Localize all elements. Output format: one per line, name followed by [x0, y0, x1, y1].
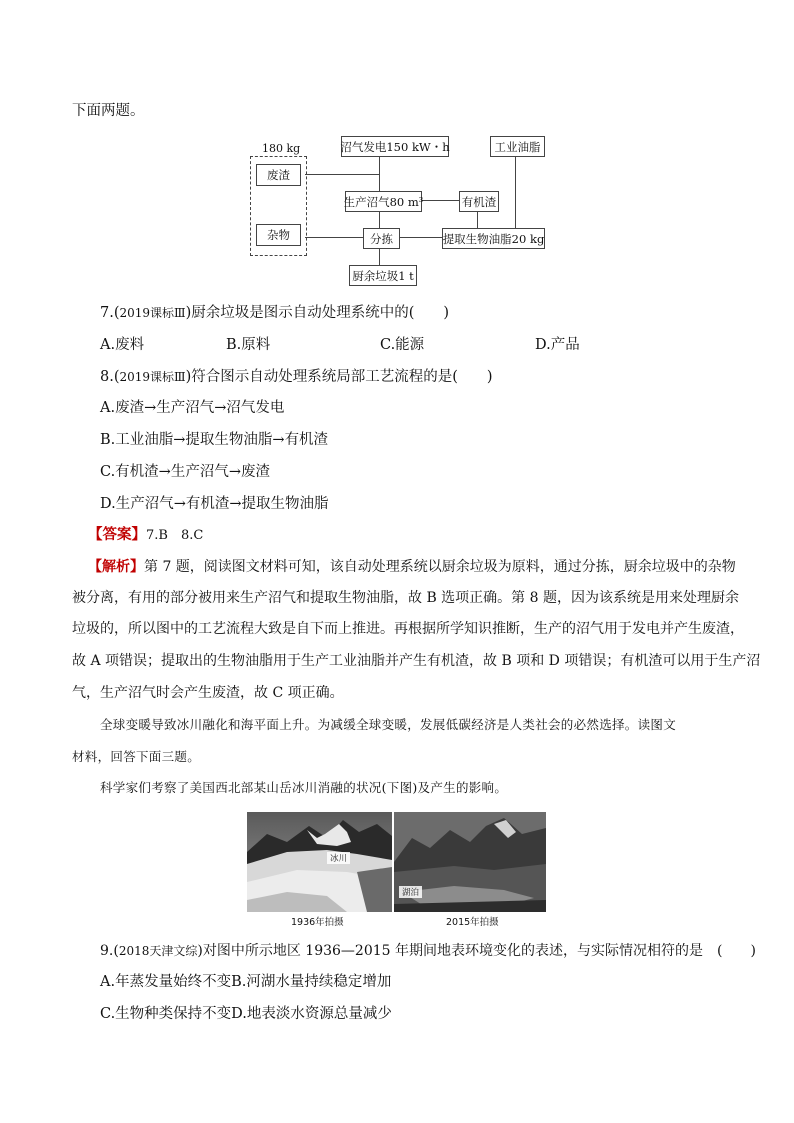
analysis-line-2: 被分离，有用的部分被用来生产沼气和提取生物油脂，故 B 选项正确。第 8 题，因为该系统是用来处理厨余: [72, 590, 739, 606]
biogas-production-box: 生产沼气80 m³: [345, 191, 422, 212]
question-9: 9.(2018天津文综)对图中所示地区 1936—2015 年期间地表环境变化的表述，与实际情况相符的是 ( ): [100, 943, 756, 959]
industrial-oil-box: 工业油脂: [490, 136, 545, 157]
material-intro-line-2: 材料，回答下面三题。: [72, 749, 201, 764]
organic-residue-box: 有机渣: [459, 191, 499, 212]
intro-text: 下面两题。: [72, 103, 145, 119]
caption-2015: 2015年拍摄: [446, 917, 499, 928]
extract-oil-box: 提取生物油脂20 kg: [442, 228, 545, 249]
glacier-label: 冰川: [327, 852, 350, 864]
q9-options-ab: A.年蒸发量始终不变B.河湖水量持续稳定增加: [100, 974, 392, 990]
waste-box: 废渣: [256, 164, 301, 186]
q7-option-c: C.能源: [380, 337, 425, 353]
kitchen-waste-box: 厨余垃圾1 t: [349, 265, 417, 286]
caption-1936: 1936年拍摄: [291, 917, 344, 928]
analysis-line-1: 【解析】第 7 题，阅读图文材料可知，该自动处理系统以厨余垃圾为原料，通过分拣，厨余垃圾中的杂物: [88, 559, 736, 575]
weight-label: 180 kg: [262, 142, 301, 155]
lake-photo-2015: [394, 812, 546, 912]
q7-option-d: D.产品: [535, 337, 580, 353]
q8-option-c: C.有机渣→生产沼气→废渣: [100, 464, 270, 480]
q8-option-a: A.废渣→生产沼气→沼气发电: [100, 400, 285, 416]
analysis-line-5: 气，生产沼气时会产生废渣，故 C 项正确。: [72, 685, 344, 701]
question-8: 8.(2019课标Ⅲ)符合图示自动处理系统局部工艺流程的是( ): [100, 369, 493, 385]
question-7: 7.(2019课标Ⅲ)厨余垃圾是图示自动处理系统中的( ): [100, 305, 450, 321]
lake-label: 湖泊: [399, 886, 422, 898]
answer-line: 【答案】7.B 8.C: [88, 526, 204, 543]
biogas-power-box: 沼气发电150 kW・h: [341, 136, 449, 157]
q8-option-b: B.工业油脂→提取生物油脂→有机渣: [100, 432, 329, 448]
analysis-line-4: 故 A 项错误；提取出的生物油脂用于生产工业油脂并产生有机渣，故 B 项和 D 项错误；有机渣可以用于生产沼: [72, 653, 761, 669]
analysis-line-3: 垃圾的，所以图中的工艺流程大致是自下而上推进。再根据所学知识推断，生产的沼气用于发电并产生废渣，: [72, 621, 744, 637]
sorting-box: 分拣: [363, 228, 400, 249]
impurity-box: 杂物: [256, 224, 301, 246]
q8-option-d: D.生产沼气→有机渣→提取生物油脂: [100, 496, 329, 512]
q9-options-cd: C.生物种类保持不变D.地表淡水资源总量减少: [100, 1006, 392, 1022]
material-intro-line-3: 科学家们考察了美国西北部某山岳冰川消融的状况(下图)及产生的影响。: [100, 780, 508, 795]
glacier-photo-1936: [247, 812, 392, 912]
q7-option-b: B.原料: [226, 337, 271, 353]
q7-option-a: A.废料: [100, 337, 145, 353]
material-intro-line-1: 全球变暖导致冰川融化和海平面上升。为减缓全球变暖，发展低碳经济是人类社会的必然选择。读图文: [100, 717, 677, 732]
